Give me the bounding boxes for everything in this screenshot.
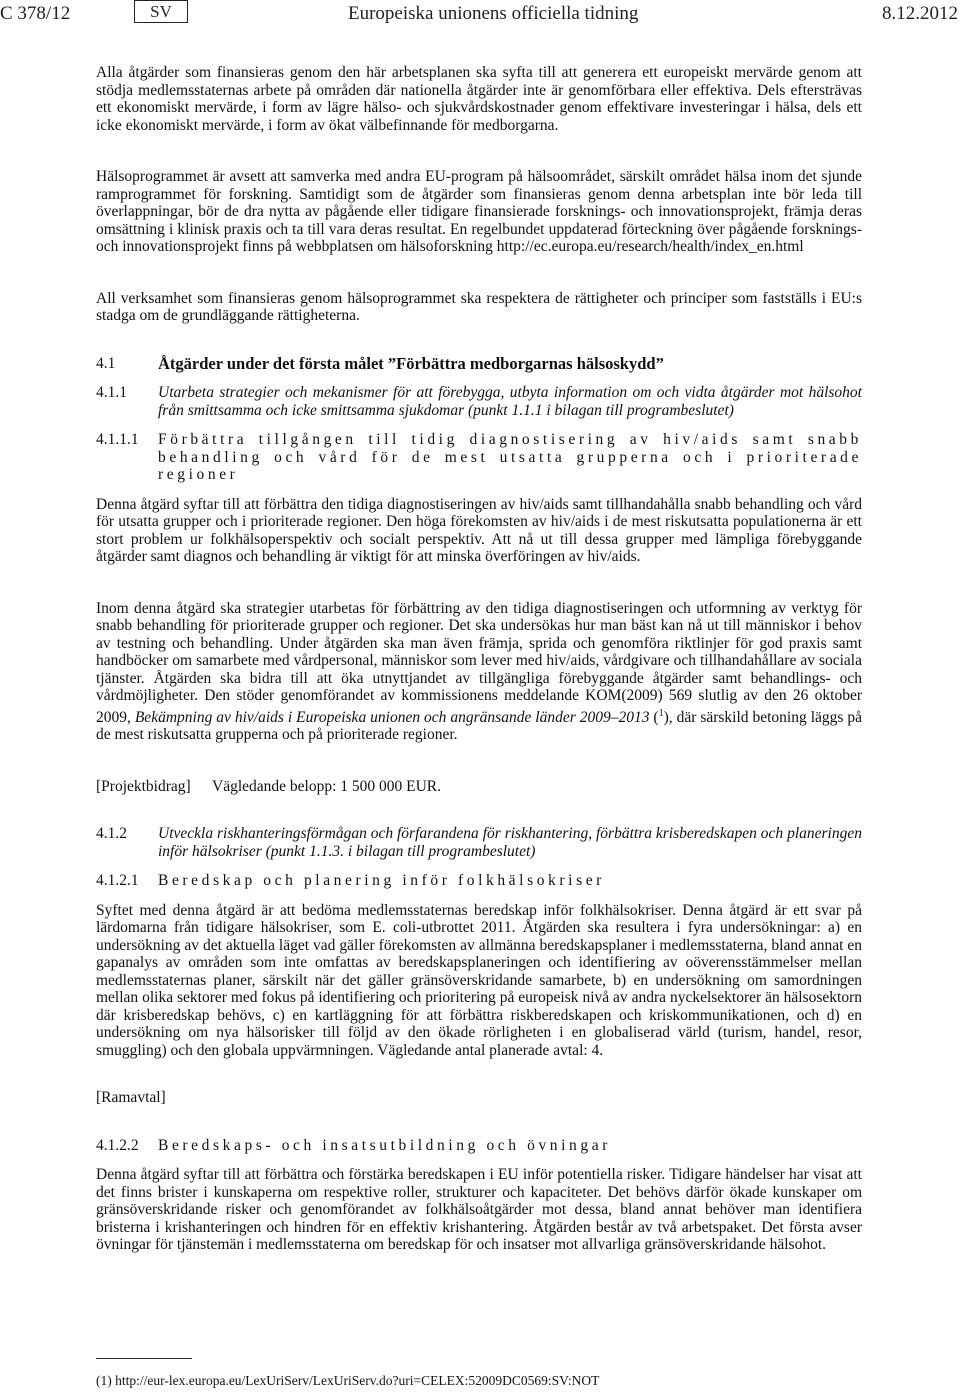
language-badge: SV: [134, 0, 188, 23]
publication-date: 8.12.2012: [882, 3, 958, 24]
paragraph: Syftet med denna åtgärd är att bedöma medlemsstaternas beredskap inför folkhälsokriser. Denna åtgärd är ett svar på lärdomarna från tidigare hälsokriser, som E. coli-utbrottet 2011. Åtgärden ska resultera i fyra undersökningar: a) en undersökning av det aktuella läget vad gäller förekomsten av allmänna beredskapsplaner i medlemsstaterna, bland annat en gapanalys av områden som inte omfattas av beredskapsplaneringen och identifiering av oöverensstämmelser mellan medlemsstaternas planer, särskilt när det gäller gränsöverskridande samarbete, b) en undersökning om samordningen mellan olika sektorer med fokus på identifiering och prioritering på europeisk nivå av andra nyckelsektorer än hälsosektorn där krisberedskap behövs, c) en kartläggning för att förbättra riskberedskapen och kriskommunikationen, och d) en undersökning om nya hälsorisker till följd av den ökade rörligheten i en globaliserad värld (turism, handel, resor, smuggling) och den globala uppvärmningen. Vägledande antal planerade avtal: 4.: [96, 901, 862, 1059]
footnote-divider: [96, 1358, 192, 1359]
budget-amount: Vägledande belopp: 1 500 000 EUR.: [212, 777, 442, 795]
section-heading: [96, 355, 862, 373]
footnote: [96, 1373, 599, 1389]
subsection-number: 4.1.2: [96, 825, 127, 843]
section-title: Åtgärder under det första målet ”Förbättra medborgarnas hälsoskydd”: [158, 353, 664, 373]
cited-title: Bekämpning av hiv/aids i Europeiska unionen och angränsande länder 2009–2013: [134, 708, 650, 726]
paragraph: Inom denna åtgärd ska strategier utarbetas för förbättring av den tidiga diagnostiseringen och utformning av verktyg för snabb behandling för prioriterade grupper och regioner. Det ska undersökas hur man bäst kan nå ut till människor i behov av testning och behandling. Under åtgärden ska man även främja, sprida och genomföra riktlinjer för god praxis samt handböcker om samarbete med vårdpersonal, människor som lever med hiv/aids, vårdgivare och tillhandahållare av sociala tjänster. Åtgärden ska bidra till att öka utnyttjandet av tillgängliga förebyggande åtgärder samt behandlings- och vårdmöjligheter. Den stöder genomförandet av kommissionens meddelande KOM(2009) 569 slutlig av den 26 oktober 2009, Bekämpning av hiv/aids i Europeiska unionen och angränsande länder 2009–2013 ($^1$), där särskild betoning läggs på de mest riskutsatta grupperna och på prioriterade regioner.: [96, 599, 862, 744]
subsubsection-number: 4.1.2.2: [96, 1136, 139, 1154]
subsubsection-heading: [96, 431, 862, 484]
budget-label: [Projektbidrag]: [96, 777, 191, 795]
subsubsection-heading: [96, 872, 862, 890]
subsubsection-title: Beredskap och planering inför folkhälsokriser: [158, 872, 605, 890]
page-reference: C 378/12: [0, 3, 71, 24]
subsubsection-number: 4.1.2.1: [96, 872, 139, 890]
subsection-heading: [96, 384, 862, 419]
subsection-title: Utarbeta strategier och mekanismer för att förebygga, utbyta information om och vidta åtgärder mot hälsohot från smittsamma och icke smittsamma sjukdomar (punkt 1.1.1 i bilagan till programbeslutet): [158, 384, 862, 419]
footnote-number: (1): [96, 1373, 112, 1388]
subsubsection-number: 4.1.1.1: [96, 431, 139, 448]
running-header: [0, 0, 960, 30]
subsubsection-title: Beredskaps- och insatsutbildning och övningar: [158, 1136, 612, 1154]
section-number: 4.1: [96, 354, 116, 372]
footnote-link[interactable]: http://eur-lex.europa.eu/LexUriServ/LexUriServ.do?uri=CELEX:52009DC0569:SV:NOT: [115, 1373, 600, 1388]
paragraph: Denna åtgärd syftar till att förbättra den tidiga diagnostiseringen av hiv/aids samt tillhandahålla snabb behandling och vård för utsatta grupper och i prioriterade regioner. Den höga förekomsten av hiv/aids i de mest riskutsatta populationerna är ett stort problem ur folkhälsoperspektiv och socialt perspektiv. Att nå ut till dessa grupper med lämpliga förebyggande åtgärder samt diagnos och behandling är viktigt för att minska överföringen av hiv/aids.: [96, 495, 862, 565]
paragraph: Hälsoprogrammet är avsett att samverka med andra EU-program på hälsoområdet, särskilt området hälsa inom det sjunde ramprogrammet för forskning. Samtidigt som de åtgärder som finansieras genom denna arbetsplan inte bör leda till överlappningar, bör de dra nytta av pågående eller tidigare finansierade forsknings- och innovationsprojekt, främja deras omsättning i klinisk praxis och ta till vara deras resultat. En regelbundet uppdaterad förteckning över pågående forsknings- och innovationsprojekt finns på webbplatsen om hälsoforskning http://ec.europa.eu/research/health/index_en.html: [96, 168, 862, 255]
subsection-number: 4.1.1: [96, 384, 127, 401]
paragraph: Denna åtgärd syftar till att förbättra och förstärka beredskapen i EU inför potentiella risker. Tidigare händelser har visat att det finns brister i kunskaperna om respektive roller, strukturer och kapaciteter. Det behövs därför ökade kunskaper om gränsöverskridande risker och genomförandet av folkhälsoåtgärder mot dessa, bland annat behöver man identifiera bristerna i krishanteringen och hindren för en effektiv krishantering. Åtgärden består av två arbetspaket. Det första avser övningar för tjänstemän i medlemsstaterna om beredskap för och insatser mot allvarliga gränsöverskridande hälsohot.: [96, 1166, 862, 1254]
journal-title: Europeiska unionens officiella tidning: [348, 3, 639, 24]
subsubsection-heading: [96, 1137, 862, 1155]
contract-type: [Ramavtal]: [96, 1089, 166, 1107]
subsection-title: Utveckla riskhanteringsförmågan och förfarandena för riskhantering, förbättra krisberedskapen och planeringen inför hälsokriser (punkt 1.1.3. i bilagan till programbeslutet): [158, 825, 862, 860]
subsection-heading: [96, 825, 862, 860]
paragraph: All verksamhet som finansieras genom hälsoprogrammet ska respektera de rättigheter och principer som fastställs i EU:s stadga om de grundläggande rättigheterna.: [96, 289, 862, 324]
budget-line: [96, 778, 862, 796]
subsubsection-title: Förbättra tillgången till tidig diagnostisering av hiv/aids samt snabb behandling och vård för de mest utsatta grupperna och i prioriterade regioner: [158, 431, 862, 483]
document-body: [96, 64, 862, 1254]
footnote-reference[interactable]: 1: [658, 707, 664, 719]
paragraph: Alla åtgärder som finansieras genom den här arbetsplanen ska syfta till att generera ett europeiskt mervärde genom att stödja medlemsstaternas arbete på områden där nationella åtgärder inte är genomförbara eller effektiva. Dels eftersträvas ett ekonomiskt mervärde, i form av lägre hälso- och sjukvårdskostnader genom effektivare investeringar i hälsa, dels ett icke ekonomiskt mervärde, i form av ökat välbefinnande för medborgarna.: [96, 64, 862, 134]
